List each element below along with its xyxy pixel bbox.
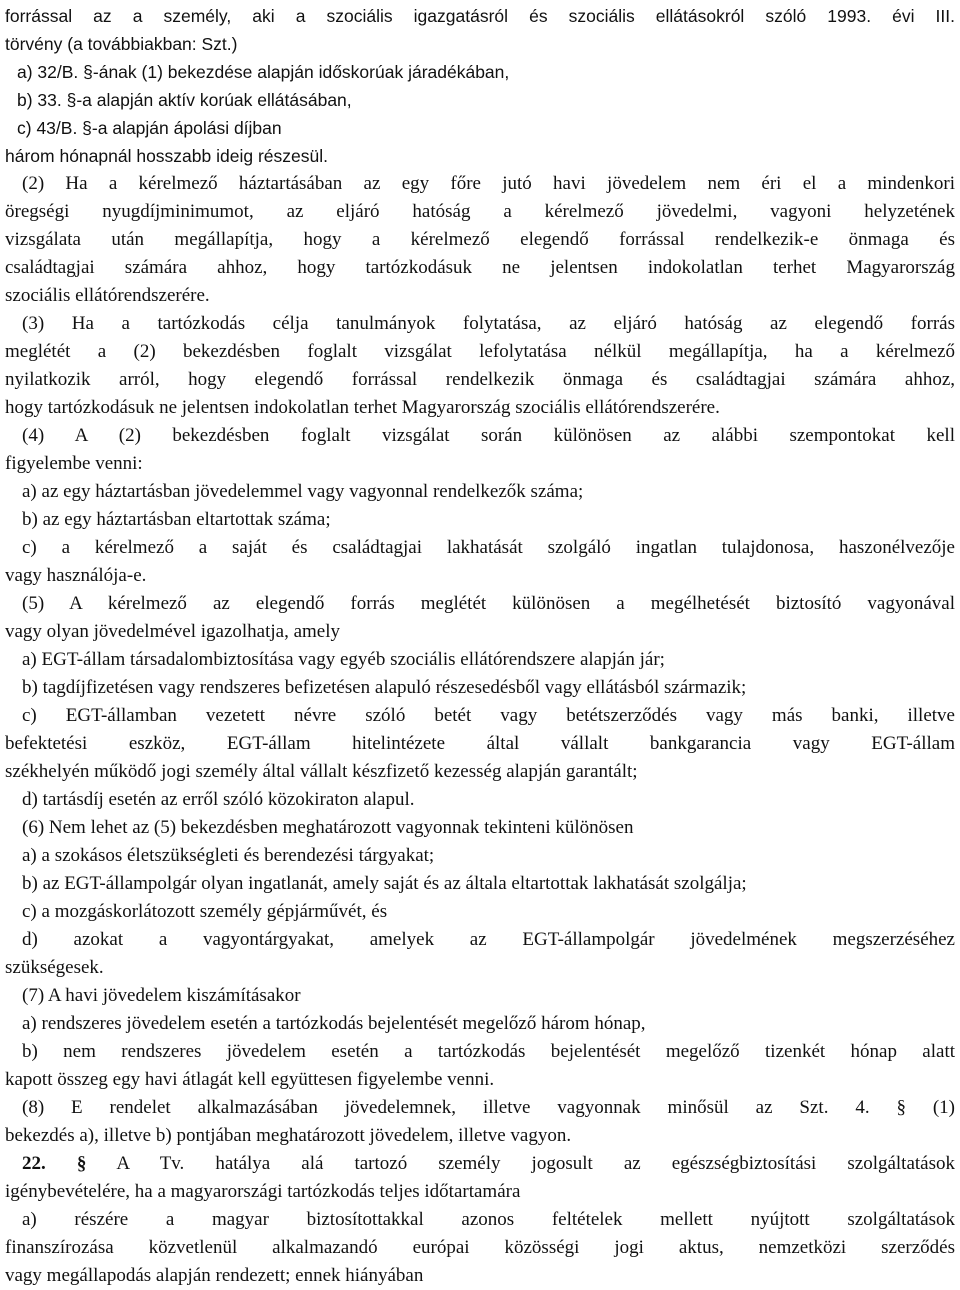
text-line: vizsgálata után megállapítja, hogy a kérelmező elegendő forrással rendelkezik-e önmaga és [5, 229, 955, 250]
section-22-text: A Tv. hatálya alá tartozó személy jogosult az egészségbiztosítási szolgáltatások [116, 1153, 955, 1174]
text-line: befektetési eszköz, EGT-állam hitelintézete által vállalt bankgarancia vagy EGT-állam [5, 733, 955, 754]
text-line: d) azokat a vagyontárgyakat, amelyek az EGT-állampolgár jövedelmének megszerzéséhez [22, 929, 955, 950]
text-line: kapott összeg egy havi átlagát kell együttesen figyelembe venni. [5, 1069, 495, 1090]
text-line: c) EGT-államban vezetett névre szóló betét vagy betétszerződés vagy más banki, illetve [22, 705, 955, 726]
text-line: vagy használója-e. [5, 565, 147, 586]
text-line: (8) E rendelet alkalmazásában jövedelemnek, illetve vagyonnak minősül az Szt. 4. § (1) [22, 1097, 955, 1118]
text-line: hogy tartózkodásuk ne jelentsen indokolatlan terhet Magyarország szociális ellátórendszerére. [5, 397, 720, 418]
text-line: öregségi nyugdíjminimumot, az eljáró hatóság a kérelmező jövedelmi, vagyoni helyzetének [5, 201, 955, 222]
text-line: a) 32/B. §-ának (1) bekezdése alapján időskorúak járadékában, [17, 62, 510, 82]
text-line: szociális ellátórendszerére. [5, 285, 210, 306]
document-body [5, 2, 955, 1150]
document-tail [5, 1178, 955, 1290]
text-line: igénybevételére, ha a magyarországi tartózkodás teljes időtartamára [5, 1181, 521, 1202]
section-22-heading-line [5, 1150, 955, 1178]
text-line: a) EGT-állam társadalombiztosítása vagy egyéb szociális ellátórendszere alapján jár; [22, 649, 665, 670]
text-line: b) az egy háztartásban eltartottak száma; [22, 509, 331, 530]
text-line: (2) Ha a kérelmező háztartásában az egy főre jutó havi jövedelem nem éri el a mindenkori [22, 173, 955, 194]
text-line: finanszírozása közvetlenül alkalmazandó európai közösségi jogi aktus, nemzetközi szerződés [5, 1237, 955, 1258]
text-line: a) részére a magyar biztosítottakkal azonos feltételek mellett nyújtott szolgáltatások [22, 1209, 955, 1230]
text-line: (6) Nem lehet az (5) bekezdésben meghatározott vagyonnak tekinteni különösen [22, 817, 634, 838]
text-line: törvény (a továbbiakban: Szt.) [5, 34, 238, 54]
text-line: b) az EGT-állampolgár olyan ingatlanát, amely saját és az általa eltartottak lakhatását szolgálja; [22, 873, 747, 894]
section-number: 22. [22, 1153, 46, 1174]
text-line: meglétét a (2) bekezdésben foglalt vizsgálat lefolytatása nélkül megállapítja, ha a kérelmező [5, 341, 955, 362]
text-line: d) tartásdíj esetén az erről szóló közokiraton alapul. [22, 789, 415, 810]
text-line: c) a mozgáskorlátozott személy gépjárművét, és [22, 901, 388, 922]
text-line: b) nem rendszeres jövedelem esetén a tartózkodás bejelentését megelőző tizenkét hónap alatt [22, 1041, 955, 1062]
section-sign: § [76, 1153, 87, 1174]
text-line: figyelembe venni: [5, 453, 143, 474]
text-line: forrással az a személy, aki a szociális igazgatásról és szociális ellátásokról szóló 1993. évi III. [5, 6, 955, 26]
text-line: családtagjai számára ahhoz, hogy tartózkodásuk ne jelentsen indokolatlan terhet Magyarország [5, 257, 955, 278]
text-line: (3) Ha a tartózkodás célja tanulmányok folytatása, az eljáró hatóság az elegendő forrás [22, 313, 955, 334]
text-line: három hónapnál hosszabb ideig részesül. [5, 146, 328, 166]
text-line: (5) A kérelmező az elegendő forrás meglétét különösen a megélhetését biztosító vagyonával [22, 593, 955, 614]
text-line: székhelyén működő jogi személy által vállalt készfizető kezesség alapján garantált; [5, 761, 638, 782]
text-line: c) 43/B. §-a alapján ápolási díjban [17, 118, 282, 138]
text-line: (4) A (2) bekezdésben foglalt vizsgálat során különösen az alábbi szempontokat kell [22, 425, 955, 446]
text-line: nyilatkozik arról, hogy elegendő forrással rendelkezik önmaga és családtagjai számára ahhoz, [5, 369, 955, 390]
text-line: bekezdés a), illetve b) pontjában meghatározott jövedelem, illetve vagyon. [5, 1125, 572, 1146]
text-line: (7) A havi jövedelem kiszámításakor [22, 985, 301, 1006]
text-line: vagy olyan jövedelmével igazolhatja, amely [5, 621, 341, 642]
text-line: vagy megállapodás alapján rendezett; ennek hiányában [5, 1265, 424, 1286]
text-line: c) a kérelmező a saját és családtagjai lakhatását szolgáló ingatlan tulajdonosa, haszonélvezője [22, 537, 955, 558]
text-line: a) az egy háztartásban jövedelemmel vagy vagyonnal rendelkezők száma; [22, 481, 584, 502]
text-line: szükségesek. [5, 957, 104, 978]
text-line: b) tagdíjfizetésen vagy rendszeres befizetésen alapuló részesedésből vagy ellátásból származik; [22, 677, 747, 698]
text-line: a) rendszeres jövedelem esetén a tartózkodás bejelentését megelőző három hónap, [22, 1013, 646, 1034]
text-line: a) a szokásos életszükségleti és berendezési tárgyakat; [22, 845, 435, 866]
text-line: b) 33. §-a alapján aktív korúak ellátásában, [17, 90, 352, 110]
